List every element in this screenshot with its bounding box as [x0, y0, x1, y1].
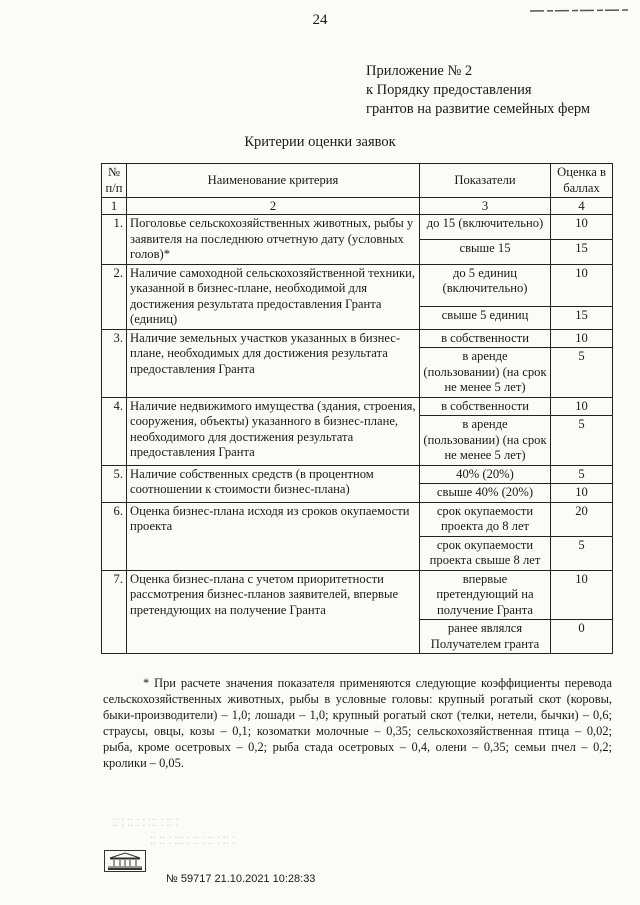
- score: 10: [551, 570, 613, 620]
- indicator: срок окупаемости проекта свыше 8 лет: [420, 536, 551, 570]
- column-number-row: [102, 198, 613, 215]
- indicator: срок окупаемости проекта до 8 лет: [420, 502, 551, 536]
- score: 15: [551, 306, 613, 329]
- indicator: 40% (20%): [420, 465, 551, 484]
- indicator: в аренде (пользовании) (на срок не менее 5 лет): [420, 416, 551, 466]
- page-title: Критерии оценки заявок: [244, 134, 396, 150]
- column-number: 4: [551, 198, 613, 215]
- criterion-name: Наличие самоходной сельскохозяйственной техники, указанной в бизнес-плане, необходимой для достижения результата предоставления Гранта (единиц): [127, 264, 420, 329]
- score: 5: [551, 416, 613, 466]
- score: 5: [551, 348, 613, 398]
- appendix-line-3: грантов на развитие семейных ферм: [366, 101, 591, 117]
- criterion-name: Наличие собственных средств (в процентном соотношении к стоимости бизнес-плана): [127, 465, 420, 502]
- indicator: свыше 5 единиц: [420, 306, 551, 329]
- table-row: [102, 397, 613, 416]
- table-row: [102, 502, 613, 536]
- criterion-name: Наличие земельных участков указанных в бизнес-плане, необходимых для достижения результата предоставления Гранта: [127, 329, 420, 397]
- indicator: в собственности: [420, 397, 551, 416]
- faint-scan-mark: ⁚⁚ ⁚ ⁚⁚ ⁚ ⁚ ⁚⁚⁚ ⁚ ⁚⁚ ⁚: [112, 818, 179, 829]
- scan-artifact: [530, 0, 630, 4]
- score: 10: [551, 329, 613, 348]
- score: 0: [551, 620, 613, 654]
- criterion-name: Наличие недвижимого имущества (здания, строения, сооружения, объекты) указанного в бизнес-плане, необходимого для достижения результата предоставления Гранта: [127, 397, 420, 465]
- table-row: [102, 329, 613, 348]
- score: 10: [551, 484, 613, 503]
- page-number: 24: [312, 12, 328, 28]
- header-row: [102, 164, 613, 198]
- indicator: в собственности: [420, 329, 551, 348]
- table-row: [102, 264, 613, 306]
- table-row: [102, 215, 613, 240]
- criterion-name: Оценка бизнес-плана с учетом приоритетности рассмотрения бизнес-планов заявителей, впервые претендующих на получение Гранта: [127, 570, 420, 654]
- indicator: до 15 (включительно): [420, 215, 551, 240]
- column-number: 2: [127, 198, 420, 215]
- header-name: Наименование критерия: [127, 164, 420, 198]
- score: 15: [551, 239, 613, 264]
- score: 10: [551, 264, 613, 306]
- score: 20: [551, 502, 613, 536]
- score: 5: [551, 536, 613, 570]
- document-id: № 59717 21.10.2021 10:28:33: [166, 873, 316, 885]
- footnote: [103, 675, 612, 771]
- criterion-name: Поголовье сельскохозяйственных животных, рыбы у заявителя на последнюю отчетную дату (условных голов)*: [127, 215, 420, 265]
- criteria-table: [101, 163, 613, 654]
- criterion-number: 6.: [102, 502, 127, 570]
- score: 10: [551, 215, 613, 240]
- column-number: 3: [420, 198, 551, 215]
- appendix-header: [366, 62, 590, 119]
- electronic-signature-icon: [104, 850, 146, 872]
- score: 5: [551, 465, 613, 484]
- appendix-line-2: к Порядку предоставления: [366, 82, 532, 98]
- indicator: ранее являлся Получателем гранта: [420, 620, 551, 654]
- criterion-number: 4.: [102, 397, 127, 465]
- criterion-number: 1.: [102, 215, 127, 265]
- column-number: 1: [102, 198, 127, 215]
- faint-scan-mark: ⁚⁚ ⁚⁚ ⁚ ⁚⁚⁚ ⁚ ⁚⁚ ⁚ ⁚⁚ ⁚ ⁚⁚ ⁚: [150, 836, 235, 847]
- indicator: впервые претендующий на получение Гранта: [420, 570, 551, 620]
- header-num: № п/п: [102, 164, 127, 198]
- criterion-number: 5.: [102, 465, 127, 502]
- indicator: до 5 единиц (включительно): [420, 264, 551, 306]
- criterion-number: 3.: [102, 329, 127, 397]
- indicator: свыше 15: [420, 239, 551, 264]
- appendix-line-1: Приложение № 2: [366, 63, 473, 79]
- table-row: [102, 570, 613, 620]
- criterion-name: Оценка бизнес-плана исходя из сроков окупаемости проекта: [127, 502, 420, 570]
- indicator: свыше 40% (20%): [420, 484, 551, 503]
- indicator: в аренде (пользовании) (на срок не менее 5 лет): [420, 348, 551, 398]
- header-score: Оценка в баллах: [551, 164, 613, 198]
- header-indicators: Показатели: [420, 164, 551, 198]
- criterion-number: 2.: [102, 264, 127, 329]
- footnote-text: * При расчете значения показателя применяются следующие коэффициенты перевода сельскохозяйственных животных, рыбы в условные головы: крупный рогатый скот (коровы, быки-производители) – 1,0; лошади – 1,0; крупный рогатый скот (телки, нетели, бычки) – 0,6; страусы, овцы, козы – 0,1; козоматки молочные – 0,35; сельскохозяйственная птица – 0,02; рыба, кроме осетровых – 0,2; рыба стада осетровых – 0,4, олени – 0,35; семьи пчел – 0,2; кролики – 0,05.: [103, 676, 612, 770]
- table-row: [102, 465, 613, 484]
- criterion-number: 7.: [102, 570, 127, 654]
- score: 10: [551, 397, 613, 416]
